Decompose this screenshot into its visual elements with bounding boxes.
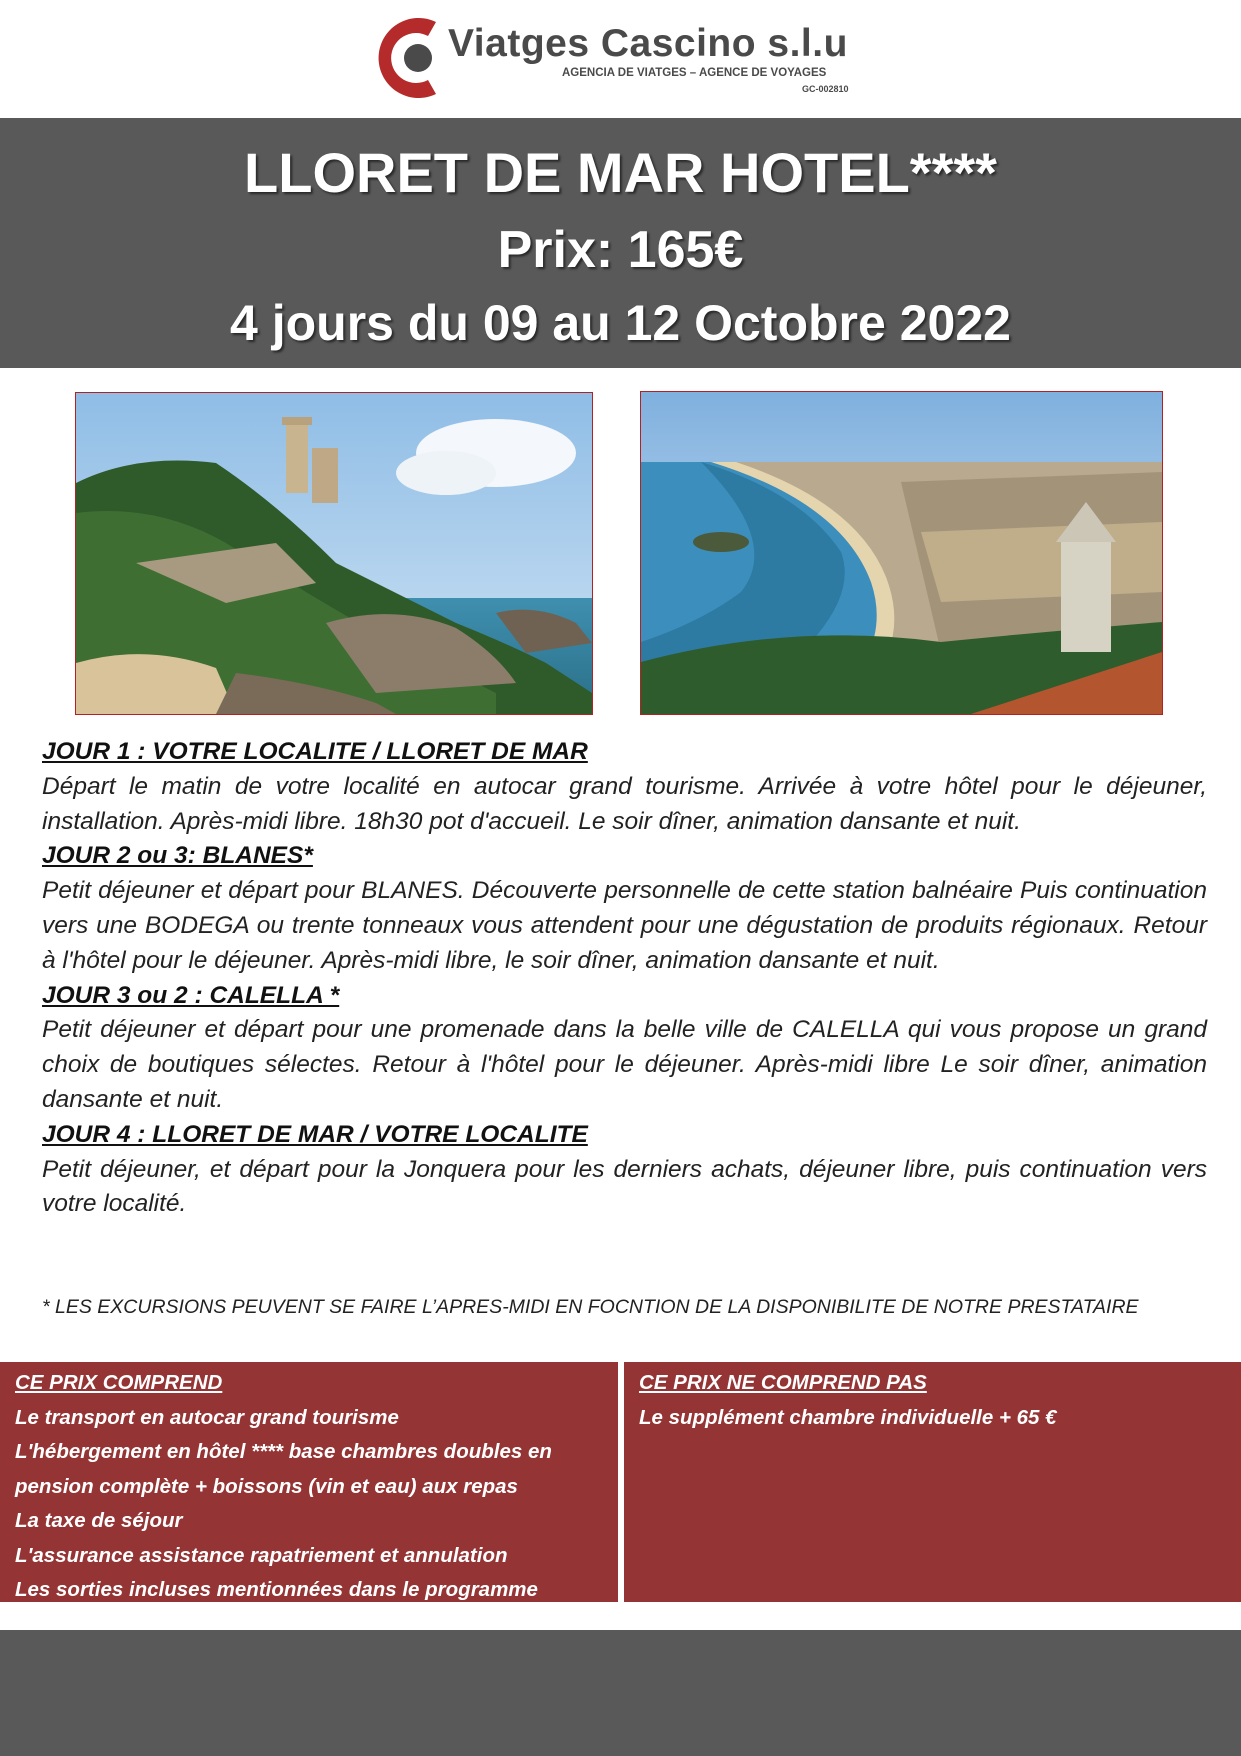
price-excludes-title: CE PRIX NE COMPREND PAS [639, 1371, 927, 1394]
page-title: LLORET DE MAR HOTEL**** [244, 141, 997, 204]
day-3-text: Petit déjeuner et départ pour une promenade dans la belle ville de CALELLA qui vous propose un grand choix de boutiques sélectes. Retour à l'hôtel pour le déjeuner. Après-midi libre Le soir dîner, animation dansante et nuit. [42, 1016, 1207, 1113]
brand-name: Viatges Cascino s.l.u [448, 22, 848, 65]
brand-logo [374, 12, 874, 104]
day-2-heading: JOUR 2 ou 3: BLANES* [42, 842, 313, 870]
castle-coast-photo [75, 392, 593, 715]
footer-bar [0, 1630, 1241, 1756]
brand-logo-icon [374, 14, 454, 102]
list-item: L'assurance assistance rapatriement et annulation [15, 1543, 508, 1567]
list-item: La taxe de séjour [15, 1509, 183, 1532]
price-line: Prix: 165€ [497, 221, 744, 279]
brand-code: GC-002810 [802, 84, 849, 94]
price-includes-title: CE PRIX COMPREND [15, 1371, 223, 1394]
blanes-bay-photo [640, 391, 1163, 715]
day-4-heading: JOUR 4 : LLORET DE MAR / VOTRE LOCALITE [42, 1120, 588, 1148]
list-item: Les sorties incluses mentionnées dans le programme [15, 1578, 538, 1601]
day-3-heading: JOUR 3 ou 2 : CALELLA * [42, 981, 340, 1009]
price-includes-box [0, 1362, 618, 1602]
excursion-note: * LES EXCURSIONS PEUVENT SE FAIRE L’APRES-MIDI EN FOCNTION DE LA DISPONIBILITE DE NOTRE PRESTATAIRE [42, 1296, 1139, 1318]
day-4-text: Petit déjeuner, et départ pour la Jonquera pour les derniers achats, déjeuner libre, puis continuation vers votre localité. [42, 1155, 1207, 1218]
day-1-heading: JOUR 1 : VOTRE LOCALITE / LLORET DE MAR [42, 738, 588, 765]
title-banner [0, 118, 1241, 368]
brand-tagline: AGENCIA DE VIATGES – AGENCE DE VOYAGES [562, 67, 827, 79]
day-2-text: Petit déjeuner et départ pour BLANES. Découverte personnelle de cette station balnéaire Puis continuation vers une BODEGA ou trente tonneaux vous attendent pour une dégustation de produits régionaux. Retour à l'hôtel pour le déjeuner. Après-midi libre, le soir dîner, animation dansante et nuit. [42, 877, 1207, 974]
list-item: L'hébergement en hôtel **** base chambres doubles en pension complète + boissons (vin et eau) aux repas [15, 1440, 552, 1498]
list-item: Le transport en autocar grand tourisme [15, 1405, 399, 1429]
price-excludes-box [624, 1362, 1241, 1602]
list-item: Le supplément chambre individuelle + 65 € [639, 1405, 1057, 1429]
dates-line: 4 jours du 09 au 12 Octobre 2022 [230, 295, 1011, 351]
day-1-text: Départ le matin de votre localité en autocar grand tourisme. Arrivée à votre hôtel pour le déjeuner, installation. Après-midi libre. 18h30 pot d'accueil. Le soir dîner, animation dansante et nuit. [42, 772, 1207, 835]
itinerary [42, 735, 1207, 1222]
